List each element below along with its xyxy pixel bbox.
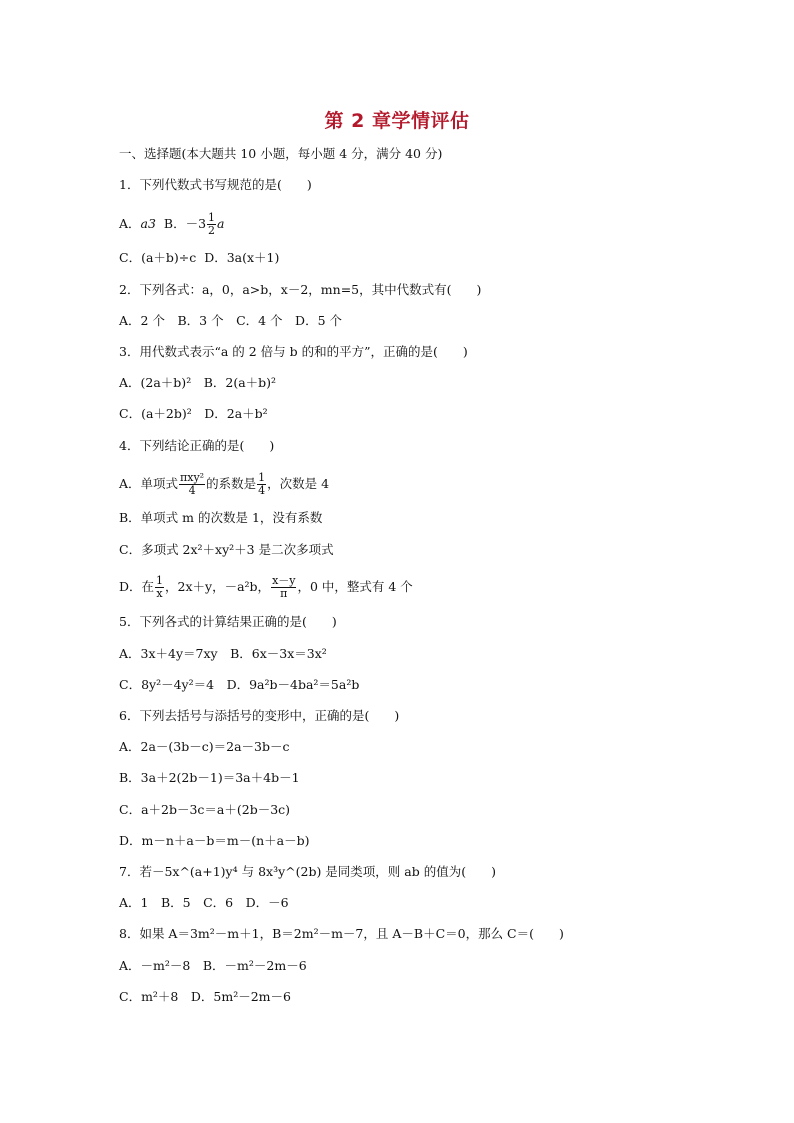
fraction-numerator: 1: [208, 211, 216, 224]
question-7-stem: 7．若－5x^(a+1)y⁴ 与 8x³y^(2b) 是同类项，则 ab 的值为( ): [119, 864, 496, 879]
q4-d-middle: ，2x＋y，－a²b，: [165, 579, 271, 594]
section-heading: 一、选择题(本大题共 10 小题，每小题 4 分，满分 40 分): [119, 146, 443, 161]
q1-option-b-fraction: [207, 212, 216, 237]
question-8-options-cd: C．m²＋8 D．5m²－2m－6: [119, 989, 291, 1004]
fraction-numerator: 1: [258, 471, 266, 484]
q1-option-c: C．(a＋b)÷c: [119, 250, 197, 265]
q4-d-prefix: D．在: [119, 579, 155, 594]
q1-option-a: A．: [119, 216, 141, 231]
q1-option-d: D．3a(x＋1): [204, 250, 280, 265]
q4-d-suffix: ，0 中，整式有 4 个: [297, 579, 413, 594]
page-title: 第 2 章学情评估: [324, 110, 470, 132]
question-6-option-a: A．2a－(3b－c)＝2a－3b－c: [119, 739, 290, 754]
fraction-numerator: πxy²: [180, 471, 205, 484]
fraction-denominator: 4: [258, 484, 266, 497]
question-8-stem: 8．如果 A＝3m²－m＋1，B＝2m²－m－7，且 A－B＋C＝0，那么 C＝( ): [119, 926, 564, 941]
fraction-numerator: x－y: [272, 574, 296, 587]
question-3-options-cd: C．(a＋2b)² D．2a＋b²: [119, 406, 268, 421]
q4-a-fraction-2: [257, 472, 266, 497]
question-6-option-d: D．m－n＋a－b＝m－(n＋a－b): [119, 833, 310, 848]
question-5-options-ab: A．3x＋4y＝7xy B．6x－3x＝3x²: [119, 646, 327, 661]
q4-a-suffix: ，次数是 4: [267, 476, 330, 491]
question-4-option-c: C．多项式 2x²＋xy²＋3 是二次多项式: [119, 542, 334, 557]
question-1-options-cd: [119, 249, 279, 267]
question-4-option-b: B．单项式 m 的次数是 1，没有系数: [119, 510, 323, 525]
q4-a-fraction: [179, 472, 205, 497]
q4-a-prefix: A．单项式: [119, 476, 179, 491]
question-8-options-ab: A．－m²－8 B．－m²－2m－6: [119, 958, 307, 973]
question-1-options-ab: [119, 212, 224, 237]
question-6-stem: 6．下列去括号与添括号的变形中，正确的是( ): [119, 708, 400, 723]
fraction-denominator: 2: [208, 224, 216, 237]
question-5-stem: 5．下列各式的计算结果正确的是( ): [119, 614, 337, 629]
fraction-denominator: 4: [188, 484, 196, 497]
q4-a-middle: 的系数是: [206, 476, 257, 491]
fraction-denominator: x: [156, 587, 163, 600]
question-3-options-ab: A．(2a＋b)² B．2(a＋b)²: [119, 375, 277, 390]
question-4-option-a: [119, 472, 329, 497]
question-7-options: A．1 B．5 C．6 D．－6: [119, 895, 289, 910]
q1-option-a-expr: a3: [140, 216, 156, 231]
question-3-stem: 3．用代数式表示“a 的 2 倍与 b 的和的平方”，正确的是( ): [119, 344, 468, 359]
q1-option-b: B．－3: [163, 216, 207, 231]
q4-d-fraction-2: [271, 575, 296, 600]
question-1-stem: 1．下列代数式书写规范的是( ): [119, 177, 312, 192]
question-5-options-cd: C．8y²－4y²＝4 D．9a²b－4ba²＝5a²b: [119, 677, 360, 692]
question-6-option-c: C．a＋2b－3c＝a＋(2b－3c): [119, 802, 291, 817]
question-4-option-d: [119, 575, 413, 600]
question-6-option-b: B．3a＋2(2b－1)＝3a＋4b－1: [119, 770, 300, 785]
fraction-numerator: 1: [156, 574, 164, 587]
fraction-denominator: π: [280, 587, 288, 600]
question-2-options: A．2 个 B．3 个 C．4 个 D．5 个: [119, 313, 343, 328]
question-2-stem: 2．下列各式：a，0，a>b，x－2，mn=5，其中代数式有( ): [119, 282, 482, 297]
question-4-stem: 4．下列结论正确的是( ): [119, 438, 275, 453]
q4-d-fraction: [155, 575, 164, 600]
q1-option-b-var: a: [217, 216, 225, 231]
